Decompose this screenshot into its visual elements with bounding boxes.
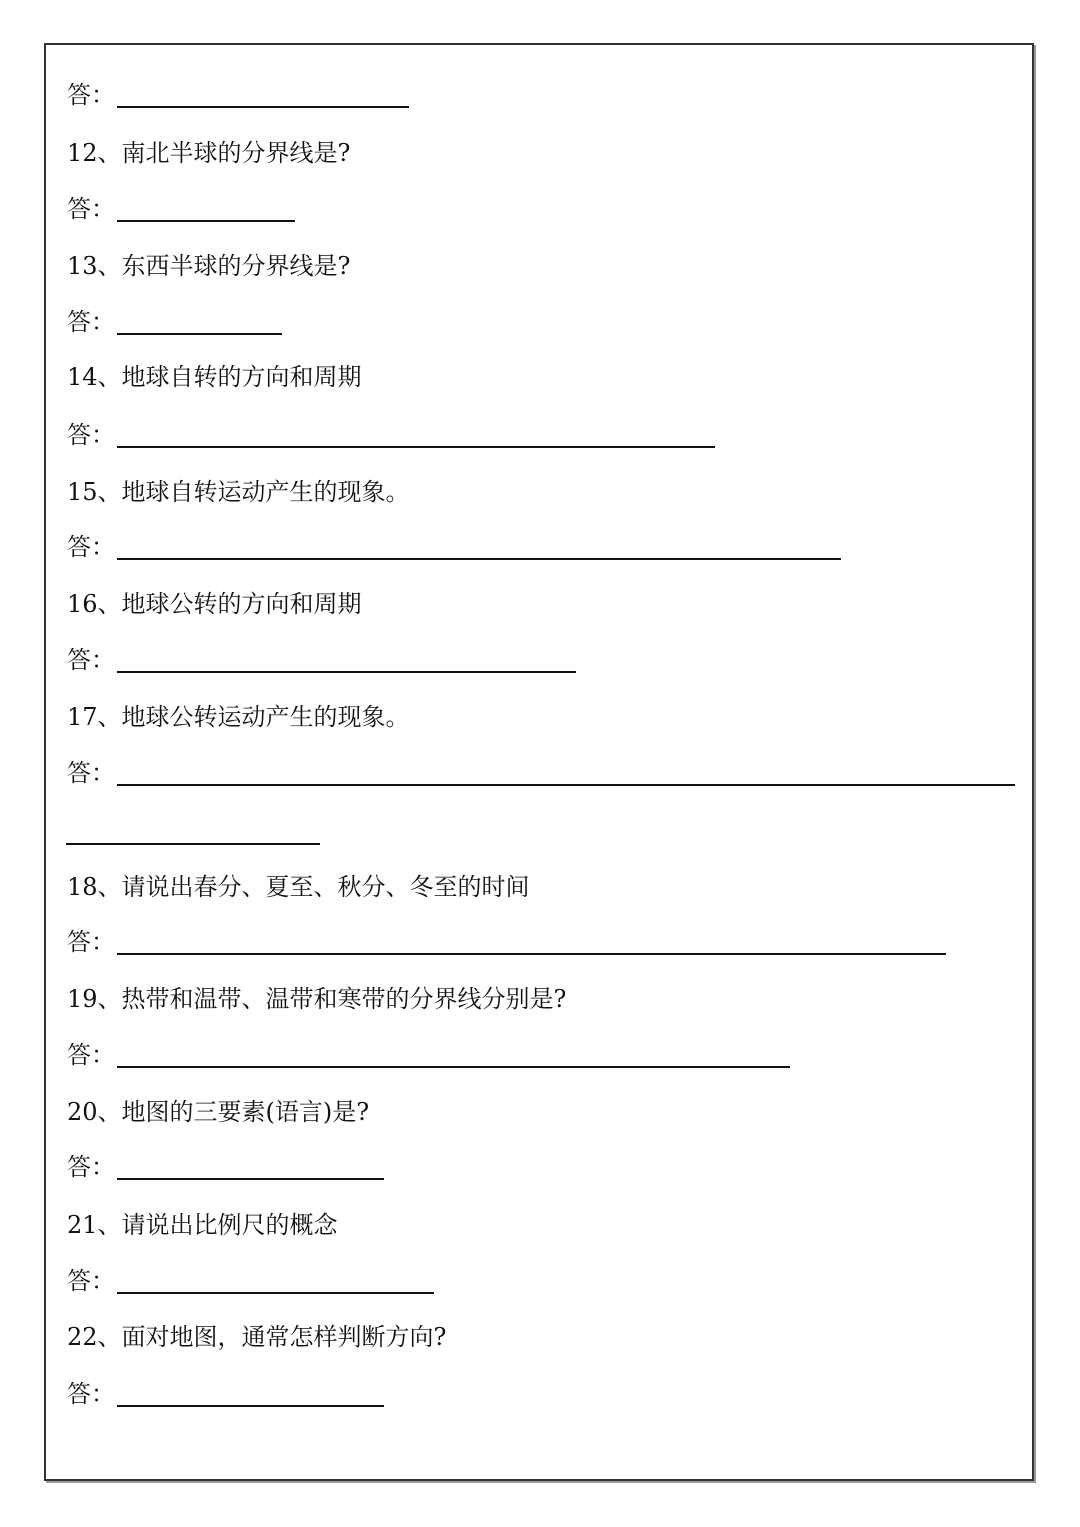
- answer-row-17: [67, 753, 1015, 793]
- answer-label: 答：: [67, 1153, 115, 1181]
- answer-row-18: [67, 922, 946, 962]
- answer-row-11: [67, 75, 409, 115]
- question-15: 15、地球自转运动产生的现象。: [67, 478, 410, 506]
- question-13: 13、东西半球的分界线是?: [67, 252, 351, 280]
- answer-blank-20[interactable]: [117, 1177, 384, 1180]
- answer-blank-11[interactable]: [117, 105, 409, 108]
- question-19: 19、热带和温带、温带和寒带的分界线分别是?: [67, 985, 567, 1013]
- question-20: 20、地图的三要素(语言)是?: [67, 1098, 370, 1126]
- answer-label: 答：: [67, 928, 115, 956]
- answer-blank-21[interactable]: [117, 1291, 434, 1294]
- answer-label: 答：: [67, 1041, 115, 1069]
- question-17: 17、地球公转运动产生的现象。: [67, 703, 410, 731]
- answer-label: 答：: [67, 81, 115, 109]
- question-16: 16、地球公转的方向和周期: [67, 590, 362, 618]
- answer-label: 答：: [67, 308, 115, 336]
- answer-blank-12[interactable]: [117, 219, 295, 222]
- answer-label: 答：: [67, 646, 115, 674]
- answer-blank-22[interactable]: [117, 1404, 384, 1407]
- question-21: 21、请说出比例尺的概念: [67, 1211, 338, 1239]
- answer-label: 答：: [67, 533, 115, 561]
- answer-row-14: [67, 415, 715, 455]
- answer-row-13: [67, 302, 282, 342]
- answer-row-20: [67, 1147, 384, 1187]
- answer-row-22: [67, 1374, 384, 1414]
- answer-blank-14[interactable]: [117, 445, 715, 448]
- answer-row-16: [67, 640, 576, 680]
- answer-blank-13[interactable]: [117, 332, 282, 335]
- answer-label: 答：: [67, 759, 115, 787]
- answer-label: 答：: [67, 1380, 115, 1408]
- answer-blank-19[interactable]: [117, 1065, 790, 1068]
- question-22: 22、面对地图，通常怎样判断方向?: [67, 1323, 447, 1351]
- answer-row-12: [67, 189, 295, 229]
- question-14: 14、地球自转的方向和周期: [67, 363, 362, 391]
- answer-blank-17-continued[interactable]: [66, 843, 320, 845]
- answer-label: 答：: [67, 195, 115, 223]
- answer-label: 答：: [67, 421, 115, 449]
- answer-blank-18[interactable]: [117, 952, 946, 955]
- question-18: 18、请说出春分、夏至、秋分、冬至的时间: [67, 873, 530, 901]
- answer-blank-16[interactable]: [117, 670, 576, 673]
- answer-label: 答：: [67, 1267, 115, 1295]
- answer-row-19: [67, 1035, 790, 1075]
- answer-row-15: [67, 527, 841, 567]
- answer-blank-15[interactable]: [117, 557, 841, 560]
- answer-blank-17[interactable]: [117, 783, 1015, 786]
- answer-row-21: [67, 1261, 434, 1301]
- question-12: 12、南北半球的分界线是?: [67, 139, 351, 167]
